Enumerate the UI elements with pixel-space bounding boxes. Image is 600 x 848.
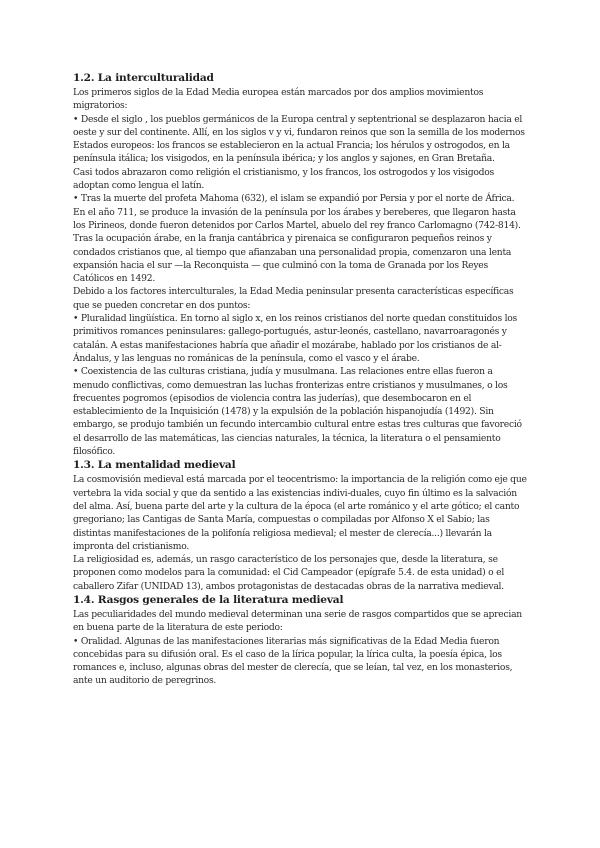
bullet-paragraph: • Oralidad. Algunas de las manifestaciones literarias más significativas de la Edad Media fueron concebidas para su difusión oral. Es el caso de la lírica popular, la lírica culta, la poesía épica, los romances e, incluso, algunas obras del mester de clerecía, que se leían, tal vez, en los monasterios, ante un auditorio de peregrinos. [73, 635, 513, 687]
paragraph: Casi todos abrazaron como religión el cristianismo, y los francos, los ostrogodos y los visigodos adoptan como lengua el latín. [73, 166, 494, 192]
section-heading: 1.4. Rasgos generales de la literatura medieval [73, 593, 344, 606]
bullet-paragraph: • Desde el siglo , los pueblos germánicos de la Europa central y septentrional se desplazaron hacia el oeste y sur del continente. Allí, en los siglos v y vi, fundaron reinos que son la semilla de los modernos Estados europeos: los francos se establecieron en la actual Francia; los hérulos y ostrogodos, en la península itálica; los visigodos, en la península ibérica; y los anglos y sajones, en Gran Bretaña. [73, 113, 525, 165]
section-rasgos-literatura [73, 593, 528, 688]
section-interculturalidad [73, 71, 528, 458]
paragraph: Los primeros siglos de la Edad Media europea están marcados por dos amplios movimientos migratorios: [73, 87, 484, 112]
section-heading: 1.3. La mentalidad medieval [73, 459, 236, 472]
section-mentalidad-medieval [73, 458, 528, 593]
paragraph: La cosmovisión medieval está marcada por el teocentrismo: la importancia de la religión como eje que vertebra la vida social y que da sentido a las existencias indivi-duales, cuyo fin último es la salvación del alma. Así, buena parte del arte y la cultura de la época (el arte románico y el arte gótico; el canto gregoriano; las Cantigas de Santa María, compuestas o compiladas por Alfonso X el Sabio; las distintas manifestaciones de la polifonía religiosa medieval; el mester de clerecía...) llevarán la impronta del cristianismo. [73, 474, 527, 552]
bullet-paragraph: • Pluralidad lingüística. En torno al siglo x, en los reinos cristianos del norte quedan constituidos los primitivos romances peninsulares: gallego-portugués, astur-leonés, castellano, navarroaragonés y catalán. A estas manifestaciones habría que añadir el mozárabe, hablado por los cristianos de al-Ándalus, y las lenguas no románicas de la península, como el vasco y el árabe. [73, 313, 518, 364]
section-heading: 1.2. La interculturalidad [73, 72, 214, 84]
paragraph: La religiosidad es, además, un rasgo característico de los personajes que, desde la literatura, se proponen como modelos para la comunidad: el Cid Campeador (epígrafe 5.4. de esta unidad) o el caballero Zifar (UNIDAD 13), ambos protagonistas de destacadas obras de la narrativa medieval. [73, 554, 505, 592]
paragraph: Tras la ocupación árabe, en la franja cantábrica y pirenaica se configuraron pequeños reinos y condados cristianos que, al tiempo que afianzaban una personalidad propia, comenzaron una lenta expansión hacia el sur —la Reconquista — que culminó con la toma de Granada por los Reyes Católicos en 1492. [73, 233, 512, 285]
paragraph: Las peculiaridades del mundo medieval determinan una serie de rasgos compartidos que se aprecian en buena parte de la literatura de este periodo: [73, 608, 522, 634]
document-page [73, 71, 528, 688]
bullet-paragraph: • Coexistencia de las culturas cristiana, judía y musulmana. Las relaciones entre ellas fueron a menudo conflictivas, como demuestran las luchas fronterizas entre cristianos y musulmanes, o los frecuentes pogromos (episodios de violencia contra las juderías), que desembocaron en el establecimiento de la Inquisición (1478) y la expulsión de la población hispanojudía (1492). Sin embargo, se produjo también un fecundo intercambio cultural entre estas tres culturas que favoreció el desarrollo de las matemáticas, las ciencias naturales, la técnica, la literatura o el pensamiento filosófico. [73, 366, 522, 458]
paragraph: Debido a los factores interculturales, la Edad Media peninsular presenta características específicas que se pueden concretar en dos puntos: [73, 286, 514, 311]
bullet-paragraph: • Tras la muerte del profeta Mahoma (632), el islam se expandió por Persia y por el norte de África. En el año 711, se produce la invasión de la península por los árabes y bereberes, que llegaron hasta los Pirineos, donde fueron detenidos por Carlos Martel, abuelo del rey franco Carlomagno (742-814). [73, 193, 521, 231]
